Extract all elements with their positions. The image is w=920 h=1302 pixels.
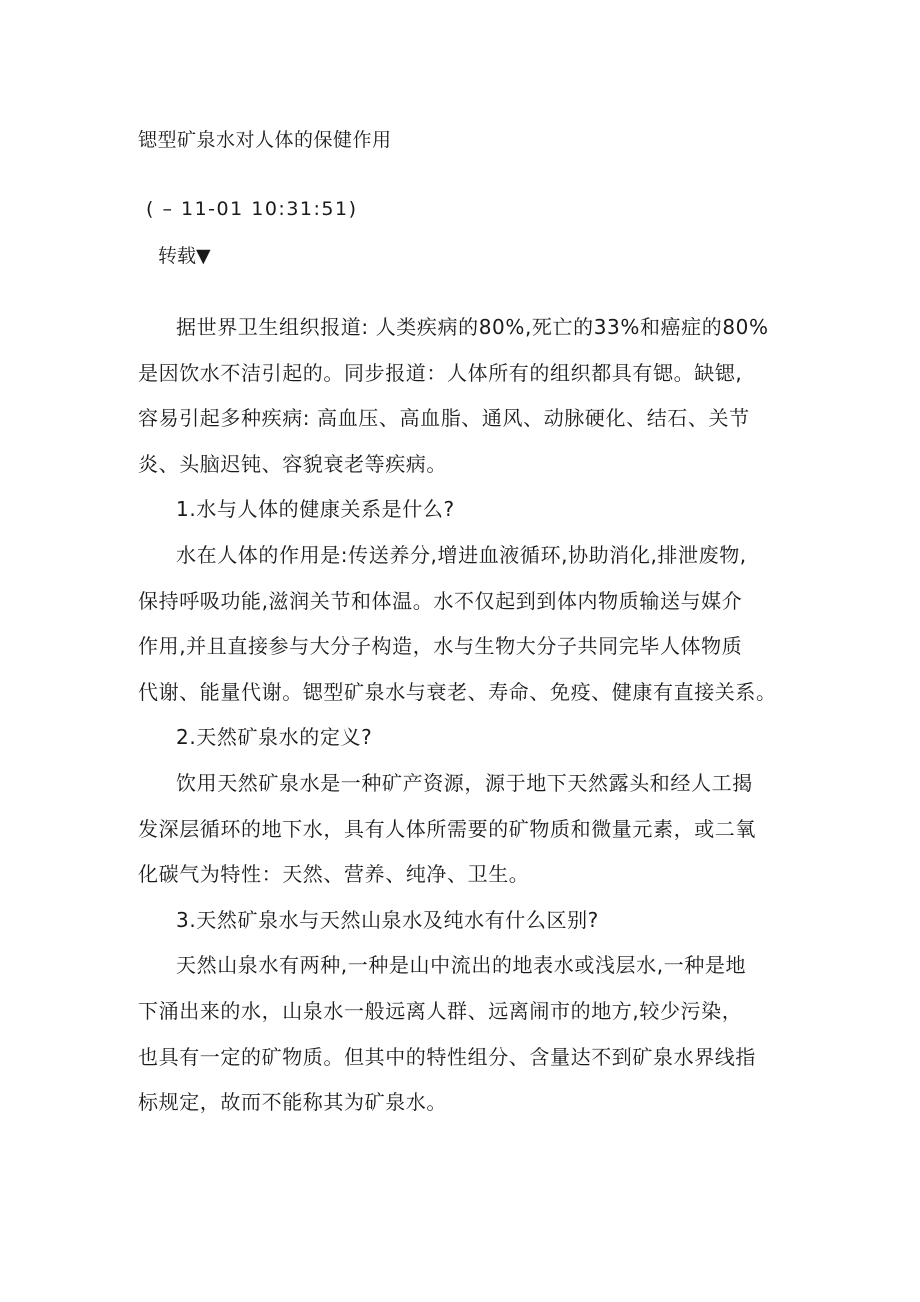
paragraph-first-line: 3.天然矿泉水与天然山泉水及纯水有什么区别? <box>176 907 599 932</box>
paragraph-line: 保持呼吸功能,滋润关节和体温。水不仅起到到体内物质输送与媒介 <box>138 588 743 613</box>
paragraph-line: 炎、头脑迟钝、容貌衰老等疾病。 <box>138 451 447 476</box>
paragraph-line: 标规定，故而不能称其为矿泉水。 <box>138 1090 447 1115</box>
article-body <box>138 314 788 1135</box>
post-date: ( – 11-01 10:31:51) <box>146 198 358 220</box>
paragraph-line: 作用,并且直接参与大分子构造，水与生物大分子共同完毕人体物质 <box>138 634 743 659</box>
paragraph-first-line: 饮用天然矿泉水是一种矿产资源，源于地下天然露头和经人工揭 <box>176 770 753 795</box>
paragraph-first-line: 天然山泉水有两种,一种是山中流出的地表水或浅层水,一种是地 <box>176 953 747 978</box>
paragraph-line: 下涌出来的水，山泉水一般远离人群、远离闹市的地方,较少污染， <box>138 998 743 1023</box>
paragraph-line: 化碳气为特性：天然、营养、纯净、卫生。 <box>138 862 530 887</box>
repost-label[interactable]: 转载▼ <box>158 245 211 267</box>
paragraph-line: 发深层循环的地下水，具有人体所需要的矿物质和微量元素，或二氧 <box>138 816 756 841</box>
paragraph-first-line: 水在人体的作用是:传送养分,增进血液循环,协助消化,排泄废物, <box>176 542 747 567</box>
paragraph-line: 也具有一定的矿物质。但其中的特性组分、含量达不到矿泉水界线指 <box>138 1044 756 1069</box>
paragraph-first-line: 据世界卫生组织报道: 人类疾病的80%,死亡的33%和癌症的80% <box>176 315 769 339</box>
paragraph-line: 是因饮水不洁引起的。同步报道：人体所有的组织都具有锶。缺锶, <box>138 360 743 385</box>
article-title: 锶型矿泉水对人体的保健作用 <box>138 129 392 151</box>
paragraph-line: 容易引起多种疾病: 高血压、高血脂、通风、动脉硬化、结石、关节 <box>138 406 750 431</box>
paragraph-first-line: 2.天然矿泉水的定义? <box>176 725 373 750</box>
paragraph-line: 代谢、能量代谢。锶型矿泉水与衰老、寿命、免疫、健康有直接关系。 <box>138 679 777 704</box>
paragraph-first-line: 1.水与人体的健康关系是什么? <box>176 497 455 522</box>
